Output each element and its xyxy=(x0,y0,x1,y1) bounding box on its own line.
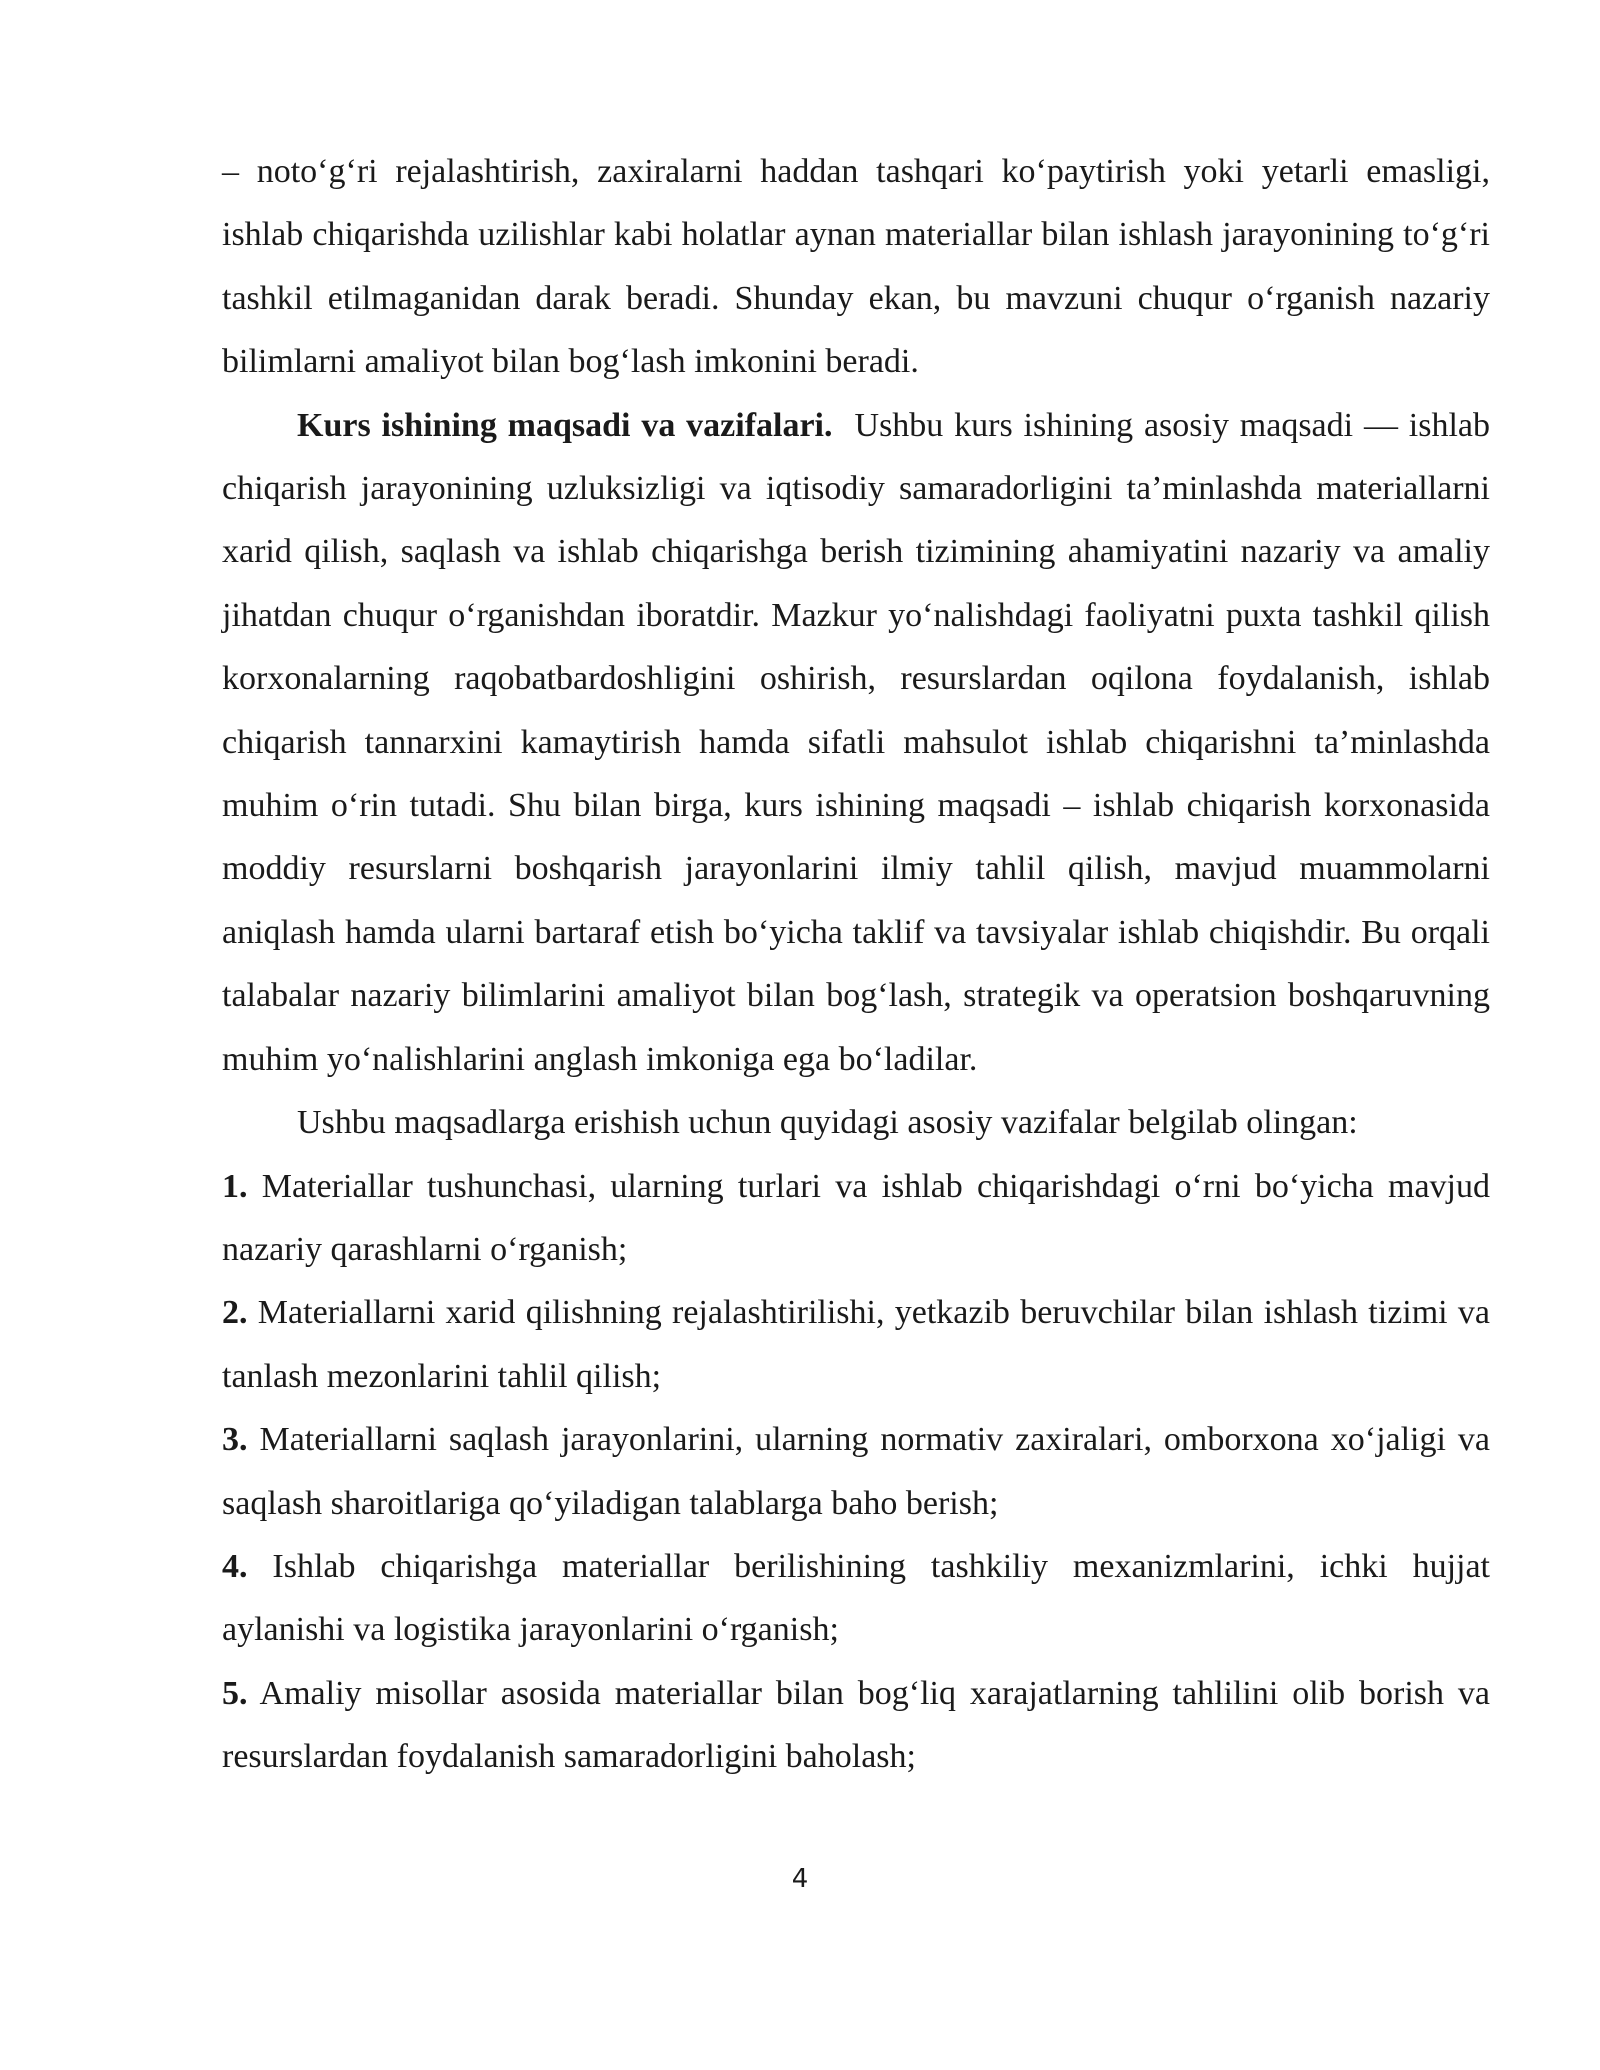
task-item-3 xyxy=(222,1408,1490,1535)
task-number: 3. xyxy=(222,1421,248,1459)
task-item-5 xyxy=(222,1662,1490,1789)
task-number: 5. xyxy=(222,1674,248,1712)
paragraph-intro: – noto‘g‘ri rejalashtirish, zaxiralarni haddan tashqari ko‘paytirish yoki yetarli emasligi, ishlab chiqarishda uzilishlar kabi holatlar aynan materiallar bilan ishlash jarayonining to‘g‘ri tashkil etilmaganidan darak beradi. Shunday ekan, bu mavzuni chuqur o‘rganish nazariy bilimlarni amaliyot bilan bog‘lash imkonini beradi. xyxy=(222,153,1490,381)
task-number: 2. xyxy=(222,1294,248,1332)
task-item-4 xyxy=(222,1535,1490,1662)
task-text: Ishlab chiqarishga materiallar berilishining tashkiliy mexanizmlarini, ichki hujjat aylanishi va logistika jarayonlarini o‘rganish; xyxy=(222,1547,1491,1649)
task-text: Materiallar tushunchasi, ularning turlari va ishlab chiqarishdagi o‘rni bo‘yicha mavjud nazariy qarashlarni o‘rganish; xyxy=(222,1167,1491,1268)
task-text: Materiallarni xarid qilishning rejalashtirilishi, yetkazib beruvchilar bilan ishlash tizimi va tanlash mezonlarini tahlil qilish; xyxy=(222,1294,1490,1395)
task-number: 1. xyxy=(222,1167,248,1205)
task-text: Amaliy misollar asosida materiallar bilan bog‘liq xarajatlarning tahlilini olib borish va resurslardan foydalanish samaradorligini baholash; xyxy=(222,1674,1490,1776)
paragraph-goal xyxy=(222,394,1490,1091)
paragraph-goal-text: Ushbu kurs ishining asosiy maqsadi — ishlab chiqarish jarayonining uzluksizligi va iqtisodiy samaradorligini ta’minlashda materiallarni xarid qilish, saqlash va ishlab chiqarishga berish tizimining ahamiyatini nazariy va amaliy jihatdan chuqur o‘rganishdan iboratdir. Mazkur yo‘nalishdagi faoliyatni puxta tashkil qilish korxonalarning raqobatbardoshligini oshirish, resurslardan oqilona foydalanish, ishlab chiqarish tannarxini kamaytirish hamda sifatli mahsulot ishlab chiqarishni ta’minlashda muhim o‘rin tutadi. Shu bilan birga, kurs ishining maqsadi – ishlab chiqarish korxonasida moddiy resurslarni boshqarish jarayonlarini ilmiy tahlil qilish, mavjud muammolarni aniqlash hamda ularni bartaraf etish bo‘yicha taklif va tavsiyalar ishlab chiqishdir. Bu orqali talabalar nazariy bilimlarini amaliyot bilan bog‘lash, strategik va operatsion boshqaruvning muhim yo‘nalishlarini anglash imkoniga ega bo‘ladilar. xyxy=(222,406,1490,1078)
task-number: 4. xyxy=(222,1547,248,1585)
task-item-1 xyxy=(222,1155,1490,1282)
document-body xyxy=(222,140,1490,1789)
task-text: Materiallarni saqlash jarayonlarini, ularning normativ zaxiralari, omborxona xo‘jaligi va saqlash sharoitlariga qo‘yiladigan talablarga baho berish; xyxy=(222,1421,1490,1522)
section-heading: Kurs ishining maqsadi va vazifalari. xyxy=(297,406,833,444)
page-number: 4 xyxy=(791,1864,809,1894)
paragraph-tasks-intro: Ushbu maqsadlarga erishish uchun quyidagi asosiy vazifalar belgilab olingan: xyxy=(297,1104,1358,1142)
task-item-2 xyxy=(222,1281,1490,1408)
